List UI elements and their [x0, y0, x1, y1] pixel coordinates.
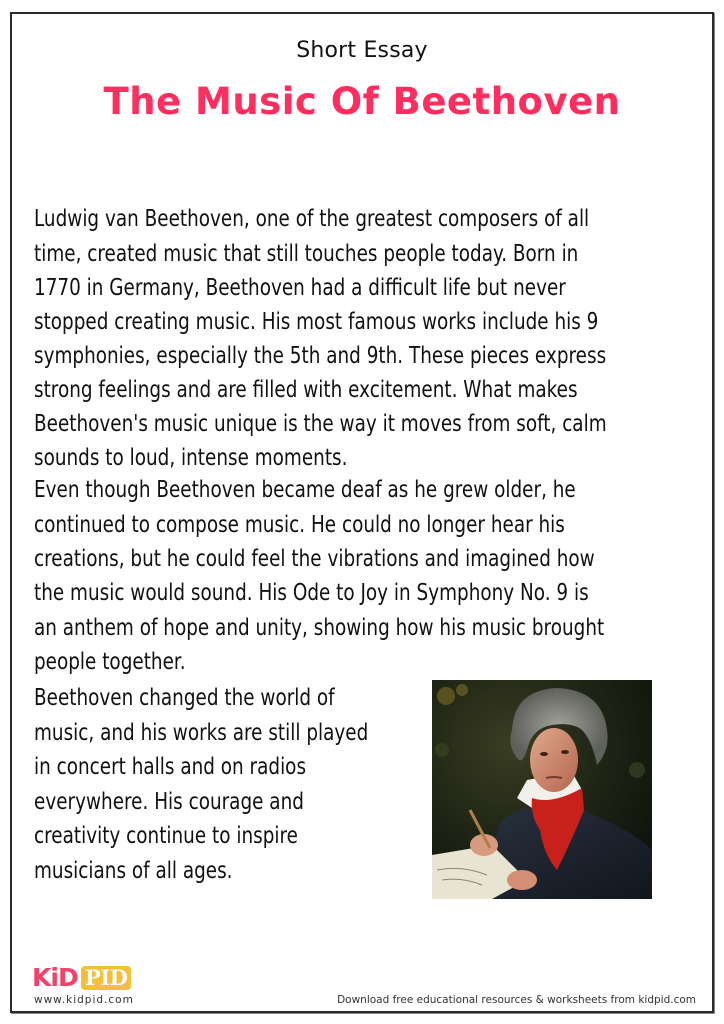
- beethoven-portrait-image: [432, 680, 652, 899]
- logo-website-link[interactable]: www.kidpid.com: [34, 994, 134, 1006]
- kidpid-logo[interactable]: [32, 965, 142, 1009]
- essay-line: Beethoven changed the world of: [34, 685, 335, 711]
- essay-line: creativity continue to inspire: [34, 823, 298, 849]
- essay-line: stopped creating music. His most famous works include his 9: [34, 309, 599, 335]
- essay-line: the music would sound. His Ode to Joy in Symphony No. 9 is: [34, 580, 589, 606]
- essay-line: continued to compose music. He could no longer hear his: [34, 512, 565, 538]
- footer-download-note: Download free educational resources & worksheets from kidpid.com: [337, 994, 696, 1006]
- essay-line: Ludwig van Beethoven, one of the greatest composers of all: [34, 206, 590, 232]
- logo-pid-badge: PID: [81, 966, 131, 990]
- essay-line: strong feelings and are filled with excitement. What makes: [34, 377, 578, 403]
- essay-line: musicians of all ages.: [34, 858, 233, 884]
- essay-line: creations, but he could feel the vibrations and imagined how: [34, 546, 595, 572]
- logo-kid-text: KiD: [32, 963, 78, 992]
- essay-line: time, created music that still touches people today. Born in: [34, 241, 579, 267]
- essay-line: Beethoven's music unique is the way it moves from soft, calm: [34, 411, 607, 437]
- essay-line: people together.: [34, 649, 186, 675]
- essay-line: in concert halls and on radios: [34, 754, 307, 780]
- essay-line: 1770 in Germany, Beethoven had a difficult life but never: [34, 275, 566, 301]
- essay-line: Even though Beethoven became deaf as he grew older, he: [34, 477, 576, 503]
- essay-line: music, and his works are still played: [34, 720, 369, 746]
- essay-line: everywhere. His courage and: [34, 789, 304, 815]
- essay-title: The Music Of Beethoven: [103, 80, 621, 123]
- essay-line: an anthem of hope and unity, showing how his music brought: [34, 615, 605, 641]
- essay-line: symphonies, especially the 5th and 9th. These pieces express: [34, 343, 607, 369]
- essay-line: sounds to loud, intense moments.: [34, 445, 348, 471]
- essay-type-label: Short Essay: [296, 38, 428, 63]
